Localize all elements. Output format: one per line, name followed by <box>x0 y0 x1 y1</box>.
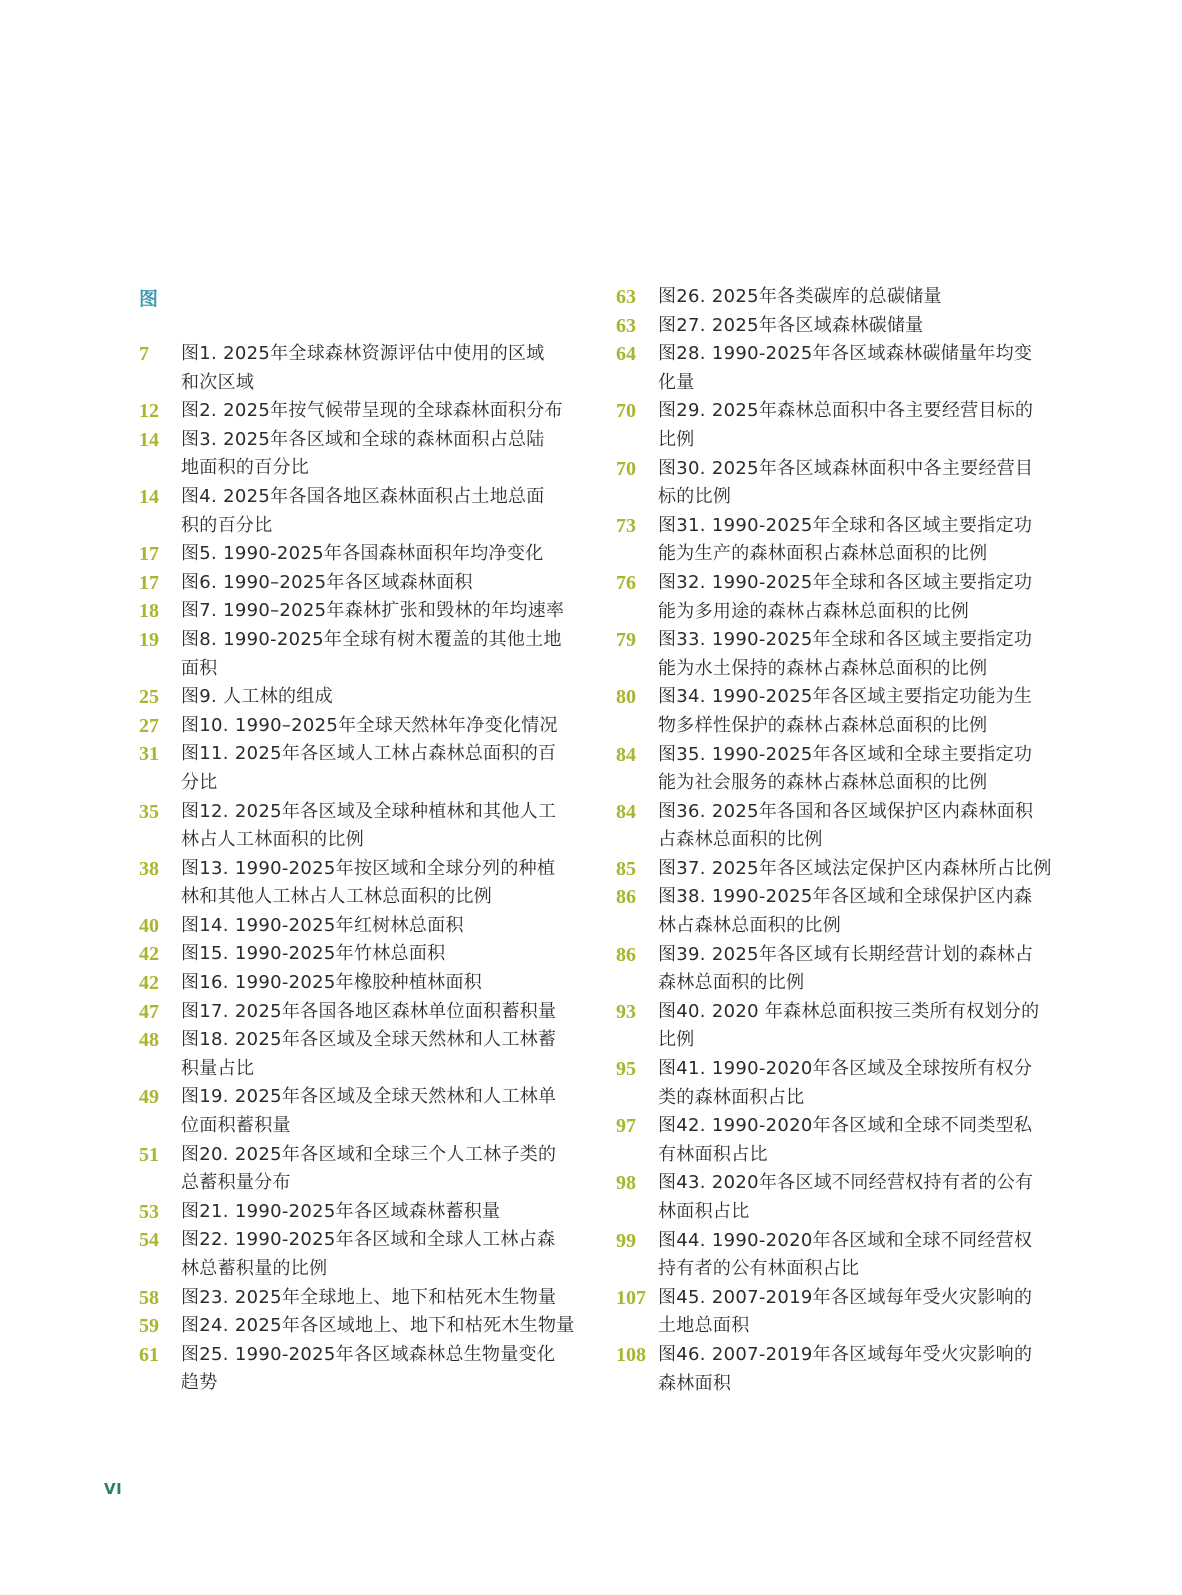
figure-title-line: 化量 <box>658 371 695 393</box>
figure-page-number: 25 <box>139 686 159 709</box>
figure-title-line: 图23. 2025年全球地上、地下和枯死木生物量 <box>181 1286 557 1308</box>
figure-page-number: 53 <box>139 1200 159 1223</box>
figure-page-number: 61 <box>139 1343 159 1366</box>
figure-page-number: 40 <box>139 914 159 937</box>
figure-page-number: 49 <box>139 1086 159 1109</box>
figure-title <box>181 798 584 855</box>
figure-title-line: 图14. 1990-2025年红树林总面积 <box>181 914 464 936</box>
figure-title <box>658 1341 1061 1398</box>
figure-title-line: 图6. 1990–2025年各区域森林面积 <box>181 571 473 593</box>
figure-list-item[interactable] <box>139 626 584 683</box>
figure-title-line: 积的百分比 <box>181 514 273 536</box>
figure-title <box>658 397 1061 454</box>
figure-list-item[interactable] <box>139 1198 584 1227</box>
figure-page-number: 63 <box>616 314 636 337</box>
figure-list-item[interactable] <box>616 941 1061 998</box>
figure-list-item[interactable] <box>139 1341 584 1398</box>
figure-title <box>658 512 1061 569</box>
figure-page-number: 107 <box>616 1286 646 1309</box>
figure-title-line: 森林面积 <box>658 1372 732 1394</box>
figure-title-line: 物多样性保护的森林占森林总面积的比例 <box>658 714 988 736</box>
figure-page-number: 12 <box>139 400 159 423</box>
figure-title <box>181 569 584 598</box>
figure-list-item[interactable] <box>616 1112 1061 1169</box>
figure-title-line: 图13. 1990-2025年按区域和全球分列的种植 <box>181 857 556 879</box>
figure-page-number: 58 <box>139 1286 159 1309</box>
figure-list-item[interactable] <box>616 1341 1061 1398</box>
figure-list-item[interactable] <box>139 1312 584 1341</box>
figure-title-line: 图17. 2025年各国各地区森林单位面积蓄积量 <box>181 1000 557 1022</box>
figure-title-line: 分比 <box>181 771 218 793</box>
figure-title-line: 占森林总面积的比例 <box>658 829 823 851</box>
figure-list-item[interactable] <box>139 969 584 998</box>
figure-title-line: 林面积占比 <box>658 1201 750 1222</box>
figure-title <box>658 741 1061 798</box>
figure-title <box>181 969 584 998</box>
figure-title <box>181 426 584 483</box>
figure-page-number: 51 <box>139 1143 159 1166</box>
figure-title <box>658 283 1061 312</box>
figure-list-item[interactable] <box>139 1226 584 1283</box>
figure-page-number: 7 <box>139 343 149 365</box>
figure-list-item[interactable] <box>139 540 584 569</box>
figure-title-line: 图16. 1990-2025年橡胶种植林面积 <box>181 972 483 994</box>
figure-title-line: 林和其他人工林占人工林总面积的比例 <box>181 886 493 908</box>
figure-title <box>658 312 1061 341</box>
figure-page-number: 84 <box>616 800 636 823</box>
figure-page-number: 95 <box>616 1058 636 1081</box>
figure-list-item[interactable] <box>139 340 584 397</box>
figure-list-item[interactable] <box>139 397 584 426</box>
figure-list-item[interactable] <box>616 397 1061 454</box>
figure-list-item[interactable] <box>139 1026 584 1083</box>
figure-title-line: 图19. 2025年各区域及全球天然林和人工林单 <box>181 1086 557 1108</box>
figure-page-number: 17 <box>139 543 159 566</box>
figure-list-item[interactable] <box>616 1169 1061 1226</box>
figure-title <box>658 1055 1061 1112</box>
figure-list-item[interactable] <box>616 855 1061 884</box>
figure-page-number: 27 <box>139 714 159 737</box>
figure-title <box>181 483 584 540</box>
figure-title-line: 面积 <box>181 657 218 679</box>
figure-list-item[interactable] <box>139 940 584 969</box>
figure-title-line: 图25. 1990-2025年各区域森林总生物量变化 <box>181 1343 556 1365</box>
figure-title-line: 图39. 2025年各区域有长期经营计划的森林占 <box>658 943 1034 965</box>
figure-title-line: 图40. 2020 年森林总面积按三类所有权划分的 <box>658 1000 1040 1022</box>
figure-list-item[interactable] <box>616 1284 1061 1341</box>
figure-title <box>181 540 584 569</box>
figure-list-item[interactable] <box>139 1284 584 1313</box>
figure-title <box>658 455 1061 512</box>
figure-title <box>181 912 584 941</box>
figure-title-line: 图34. 1990-2025年各区域主要指定功能为生 <box>658 686 1033 708</box>
figure-page-number: 70 <box>616 400 636 423</box>
figure-title-line: 林占人工林面积的比例 <box>181 829 364 851</box>
figure-title-line: 能为水土保持的森林占森林总面积的比例 <box>658 657 988 679</box>
figure-list-item[interactable] <box>616 1055 1061 1112</box>
figure-page-number: 79 <box>616 629 636 652</box>
figure-page-number: 108 <box>616 1343 646 1366</box>
figure-title-line: 能为社会服务的森林占森林总面积的比例 <box>658 772 988 794</box>
figure-list-item[interactable] <box>139 683 584 712</box>
figure-title-line: 总蓄积量分布 <box>181 1172 291 1194</box>
figure-page-number: 35 <box>139 800 159 823</box>
figure-title <box>181 1198 584 1227</box>
figure-list-item[interactable] <box>139 740 584 797</box>
figure-title-line: 图15. 1990-2025年竹林总面积 <box>181 943 446 965</box>
figure-title <box>658 998 1061 1055</box>
figure-title-line: 图3. 2025年各区域和全球的森林面积占总陆 <box>181 428 545 450</box>
figure-list-item[interactable] <box>616 512 1061 569</box>
figure-title-line: 地面积的百分比 <box>181 457 310 479</box>
page-folio: VI <box>104 1480 123 1498</box>
figure-list-item[interactable] <box>616 569 1061 626</box>
figure-title-line: 林总蓄积量的比例 <box>181 1258 328 1279</box>
figure-list-item[interactable] <box>139 912 584 941</box>
figure-page-number: 14 <box>139 485 159 508</box>
list-of-figures-heading: 图 <box>139 288 159 310</box>
figure-list-item[interactable] <box>139 712 584 741</box>
figure-page-number: 38 <box>139 857 159 880</box>
figure-page-number: 80 <box>616 686 636 709</box>
figure-page-number: 73 <box>616 514 636 537</box>
figure-page-number: 93 <box>616 1000 636 1023</box>
figure-title <box>658 855 1061 884</box>
figure-page-number: 76 <box>616 571 636 594</box>
figure-page-number: 48 <box>139 1029 159 1052</box>
figure-title-line: 图21. 1990-2025年各区域森林蓄积量 <box>181 1200 501 1222</box>
figure-list-item[interactable] <box>139 597 584 626</box>
figure-title-line: 土地总面积 <box>658 1315 750 1337</box>
figure-page-number: 98 <box>616 1172 636 1195</box>
figures-list-left-column <box>139 340 584 1398</box>
figure-page-number: 42 <box>139 972 159 995</box>
figure-title-line: 标的比例 <box>658 486 732 508</box>
figure-list-item[interactable] <box>139 798 584 855</box>
figure-title-line: 图43. 2020年各区域不同经营权持有者的公有 <box>658 1172 1034 1194</box>
figure-title <box>181 340 584 397</box>
figure-title-line: 图45. 2007-2019年各区域每年受火灾影响的 <box>658 1286 1033 1308</box>
figure-title-line: 图26. 2025年各类碳库的总碳储量 <box>658 286 942 307</box>
figure-title <box>658 1169 1061 1226</box>
figure-title-line: 图33. 1990-2025年全球和各区域主要指定功 <box>658 629 1033 651</box>
figure-title-line: 图32. 1990-2025年全球和各区域主要指定功 <box>658 571 1033 593</box>
figure-page-number: 99 <box>616 1229 636 1252</box>
figure-title <box>181 1284 584 1313</box>
figure-list-item[interactable] <box>616 883 1061 940</box>
figure-page-number: 86 <box>616 943 636 966</box>
figure-title-line: 图5. 1990-2025年各国森林面积年均净变化 <box>181 543 544 565</box>
figure-page-number: 54 <box>139 1229 159 1252</box>
figure-title <box>658 1112 1061 1169</box>
figure-title-line: 图37. 2025年各区域法定保护区内森林所占比例 <box>658 857 1052 879</box>
figure-title <box>181 397 584 426</box>
figure-page-number: 70 <box>616 457 636 480</box>
figure-page-number: 47 <box>139 1000 159 1023</box>
figure-title-line: 图22. 1990-2025年各区域和全球人工林占森 <box>181 1229 556 1251</box>
figure-title-line: 趋势 <box>181 1372 218 1394</box>
figure-title <box>658 1227 1061 1284</box>
figure-list-item[interactable] <box>616 741 1061 798</box>
figure-title-line: 有林面积占比 <box>658 1143 768 1165</box>
figure-list-item[interactable] <box>616 683 1061 740</box>
figure-title-line: 能为生产的森林面积占森林总面积的比例 <box>658 543 988 565</box>
figure-title-line: 比例 <box>658 428 695 450</box>
figure-title-line: 图24. 2025年各区域地上、地下和枯死木生物量 <box>181 1315 575 1337</box>
figure-title-line: 图38. 1990-2025年各区域和全球保护区内森 <box>658 886 1033 908</box>
figure-title <box>181 1341 584 1398</box>
figure-title <box>181 1026 584 1083</box>
figure-page-number: 85 <box>616 857 636 880</box>
figure-list-item[interactable] <box>616 312 1061 341</box>
figure-title <box>658 1284 1061 1341</box>
figure-title-line: 图9. 人工林的组成 <box>181 686 333 708</box>
figure-title-line: 森林总面积的比例 <box>658 972 805 994</box>
figure-title <box>181 1226 584 1283</box>
figure-title-line: 图10. 1990–2025年全球天然林年净变化情况 <box>181 714 558 736</box>
figure-title <box>181 1083 584 1140</box>
figure-title <box>658 941 1061 998</box>
figure-title-line: 图31. 1990-2025年全球和各区域主要指定功 <box>658 514 1033 536</box>
figure-page-number: 19 <box>139 628 159 651</box>
figure-title <box>181 1312 584 1341</box>
figure-title-line: 图28. 1990-2025年各区域森林碳储量年均变 <box>658 343 1033 365</box>
figure-title-line: 图44. 1990-2020年各区域和全球不同经营权 <box>658 1229 1033 1251</box>
figure-list-item[interactable] <box>616 1227 1061 1284</box>
figure-title <box>181 1141 584 1198</box>
figure-list-item[interactable] <box>139 855 584 912</box>
figure-title-line: 林占森林总面积的比例 <box>658 915 841 937</box>
figure-list-item[interactable] <box>616 798 1061 855</box>
figure-list-item[interactable] <box>139 569 584 598</box>
figure-title-line: 图35. 1990-2025年各区域和全球主要指定功 <box>658 743 1033 765</box>
figure-page-number: 63 <box>616 286 636 308</box>
figure-page-number: 14 <box>139 428 159 451</box>
figure-list-item[interactable] <box>616 283 1061 312</box>
figure-title-line: 图41. 1990-2020年各区域及全球按所有权分 <box>658 1058 1033 1080</box>
figure-title-line: 图29. 2025年森林总面积中各主要经营目标的 <box>658 400 1034 422</box>
figure-page-number: 97 <box>616 1115 636 1138</box>
figure-title-line: 图46. 2007-2019年各区域每年受火灾影响的 <box>658 1343 1033 1365</box>
figure-list-item[interactable] <box>139 1141 584 1198</box>
figure-title <box>181 940 584 969</box>
figure-title <box>658 683 1061 740</box>
figure-page-number: 64 <box>616 343 636 366</box>
figure-title <box>181 740 584 797</box>
figure-title <box>181 597 584 626</box>
figure-title <box>181 712 584 741</box>
figure-list-item[interactable] <box>616 340 1061 397</box>
figure-title-line: 图18. 2025年各区域及全球天然林和人工林蓄 <box>181 1029 557 1051</box>
figure-title-line: 能为多用途的森林占森林总面积的比例 <box>658 600 970 622</box>
figure-title <box>658 340 1061 397</box>
figure-title-line: 图20. 2025年各区域和全球三个人工林子类的 <box>181 1143 557 1165</box>
figure-title-line: 图7. 1990–2025年森林扩张和毁林的年均速率 <box>181 600 565 622</box>
figure-title <box>181 855 584 912</box>
figure-title-line: 图1. 2025年全球森林资源评估中使用的区域 <box>181 343 545 364</box>
figure-list-item[interactable] <box>139 1083 584 1140</box>
figure-page-number: 42 <box>139 943 159 966</box>
figure-title-line: 图36. 2025年各国和各区域保护区内森林面积 <box>658 800 1034 822</box>
figure-title-line: 图12. 2025年各区域及全球种植林和其他人工 <box>181 800 557 822</box>
figure-list-item[interactable] <box>139 426 584 483</box>
figure-list-item[interactable] <box>616 455 1061 512</box>
figure-list-item[interactable] <box>139 483 584 540</box>
figure-title-line: 图2. 2025年按气候带呈现的全球森林面积分布 <box>181 400 563 422</box>
figure-title <box>181 626 584 683</box>
figure-list-item[interactable] <box>139 998 584 1027</box>
figure-page-number: 31 <box>139 743 159 766</box>
figures-list-right-column <box>616 283 1061 1398</box>
figure-title-line: 图30. 2025年各区域森林面积中各主要经营目 <box>658 457 1034 479</box>
figure-page-number: 86 <box>616 886 636 909</box>
figure-title <box>658 626 1061 683</box>
figure-list-item[interactable] <box>616 998 1061 1055</box>
figure-title-line: 比例 <box>658 1029 695 1051</box>
figure-title <box>181 998 584 1027</box>
figure-title <box>658 798 1061 855</box>
figure-page-number: 18 <box>139 600 159 623</box>
figure-title-line: 持有者的公有林面积占比 <box>658 1258 860 1280</box>
figure-title <box>658 569 1061 626</box>
figure-page-number: 84 <box>616 743 636 766</box>
figure-title-line: 图8. 1990-2025年全球有树木覆盖的其他土地 <box>181 628 562 650</box>
figure-title-line: 积量占比 <box>181 1057 255 1079</box>
figure-title-line: 图42. 1990-2020年各区域和全球不同类型私 <box>658 1115 1033 1137</box>
figure-page-number: 59 <box>139 1315 159 1338</box>
figure-title <box>658 883 1061 940</box>
figure-page-number: 17 <box>139 571 159 594</box>
figure-title-line: 位面积蓄积量 <box>181 1115 291 1137</box>
figure-title-line: 类的森林面积占比 <box>658 1086 805 1108</box>
figure-title-line: 图27. 2025年各区域森林碳储量 <box>658 314 924 336</box>
figure-title <box>181 683 584 712</box>
figure-title-line: 图11. 2025年各区域人工林占森林总面积的百 <box>181 743 557 765</box>
figure-title-line: 和次区域 <box>181 371 255 393</box>
figure-title-line: 图4. 2025年各国各地区森林面积占土地总面 <box>181 485 545 507</box>
figure-list-item[interactable] <box>616 626 1061 683</box>
